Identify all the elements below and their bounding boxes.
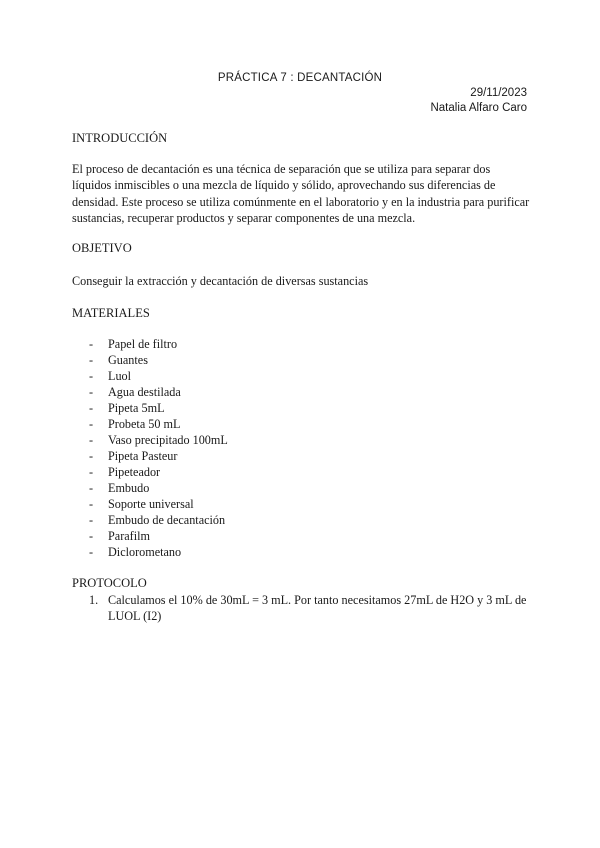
list-item: [72, 496, 532, 512]
objective-paragraph: Conseguir la extracción y decantación de diversas sustancias: [72, 274, 369, 288]
list-item-text: Pipeteador: [108, 465, 161, 479]
introduction-heading: INTRODUCCIÓN: [72, 131, 168, 145]
list-item: [72, 336, 532, 352]
list-bullet: -: [89, 353, 94, 367]
list-item-text: Guantes: [108, 353, 148, 367]
protocol-step: [72, 592, 532, 625]
list-item: [72, 352, 532, 368]
objective-heading: OBJETIVO: [72, 241, 132, 255]
list-item-text: Agua destilada: [108, 385, 181, 399]
list-bullet: -: [89, 401, 94, 415]
step-number: 1.: [89, 593, 99, 607]
document-date: 29/11/2023: [470, 87, 527, 99]
list-bullet: -: [89, 417, 94, 431]
list-item-text: Luol: [108, 369, 132, 383]
list-item: [72, 464, 532, 480]
list-item-text: Soporte universal: [108, 497, 194, 511]
protocol-ol: [72, 592, 532, 625]
list-item-text: Diclorometano: [108, 545, 182, 559]
list-bullet: -: [89, 465, 94, 479]
list-bullet: -: [89, 369, 94, 383]
list-bullet: -: [89, 337, 94, 351]
materials-ul: [72, 336, 532, 560]
list-item-text: Probeta 50 mL: [108, 417, 181, 431]
list-item-text: Parafilm: [108, 529, 150, 543]
materials-list: [72, 336, 532, 560]
step-text: Calculamos el 10% de 30mL = 3 mL. Por tanto necesitamos 27mL de H2O y 3 mL de LUOL (I2): [108, 593, 527, 624]
document-author: Natalia Alfaro Caro: [430, 102, 527, 114]
list-item: [72, 400, 532, 416]
materials-heading: MATERIALES: [72, 306, 150, 320]
list-item: [72, 480, 532, 496]
list-item-text: Embudo: [108, 481, 150, 495]
list-item-text: Papel de filtro: [108, 337, 178, 351]
protocol-heading: PROTOCOLO: [72, 576, 147, 590]
list-item-text: Pipeta 5mL: [108, 401, 165, 415]
list-item: [72, 384, 532, 400]
list-item: [72, 544, 532, 560]
document-title: PRÁCTICA 7 : DECANTACIÓN: [217, 72, 383, 84]
list-bullet: -: [89, 529, 94, 543]
list-bullet: -: [89, 385, 94, 399]
list-bullet: -: [89, 545, 94, 559]
list-item-text: Pipeta Pasteur: [108, 449, 178, 463]
list-item-text: Vaso precipitado 100mL: [108, 433, 228, 447]
list-bullet: -: [89, 433, 94, 447]
introduction-paragraph: El proceso de decantación es una técnica de separación que se utiliza para separar dos líquidos inmiscibles o una mezcla de líquido y sólido, aprovechando sus diferencias de densidad. Este proceso se utiliza comúnmente en el laboratorio y en la industria para purificar sustancias, recuperar productos y separar componentes de una mezcla.: [72, 162, 530, 226]
list-bullet: -: [89, 513, 94, 527]
list-bullet: -: [89, 481, 94, 495]
list-item: [72, 368, 532, 384]
list-item: [72, 528, 532, 544]
list-item: [72, 432, 532, 448]
list-item-text: Embudo de decantación: [108, 513, 226, 527]
list-item: [72, 448, 532, 464]
list-item: [72, 416, 532, 432]
list-bullet: -: [89, 449, 94, 463]
list-bullet: -: [89, 497, 94, 511]
list-item: [72, 512, 532, 528]
protocol-list: [72, 592, 532, 625]
